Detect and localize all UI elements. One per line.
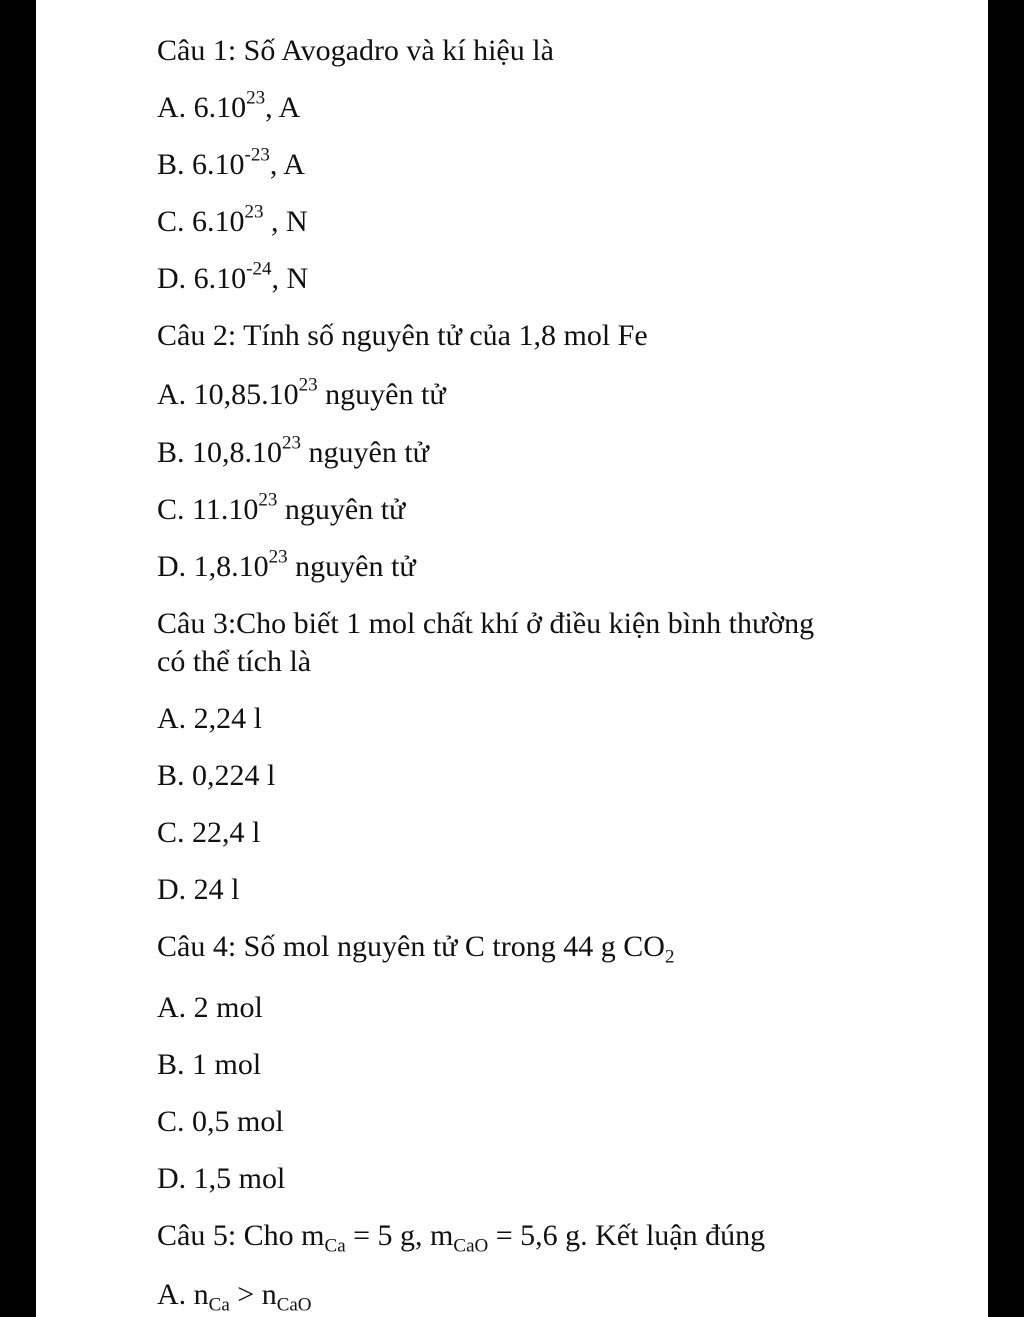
question-4-option-c: C. 0,5 mol: [157, 1105, 284, 1138]
question-3-title-line-2: có thể tích là: [157, 645, 312, 678]
question-5-option-a: A. $n_{Ca} > n_{CaO}$: [157, 1278, 312, 1316]
question-2-option-d: D. 1,8.10$^{23}$ nguyên tử: [157, 546, 416, 583]
question-3-option-a: A. 2,24 l: [157, 702, 262, 735]
question-1-title: Câu 1: Số Avogadro và kí hiệu là: [157, 34, 554, 67]
question-2-option-b: B. 10,8.10$^{23}$ nguyên tử: [157, 432, 429, 469]
question-2-option-c: C. 11.10$^{23}$ nguyên tử: [157, 489, 406, 526]
question-1-option-b: B. $6.10^{-23}$, A: [157, 144, 305, 181]
question-4-option-d: D. 1,5 mol: [157, 1162, 286, 1195]
question-1-option-a: A. 6.10$^{23}$, A: [157, 87, 301, 124]
question-2-option-a: A. 10,85.10$^{23}$ nguyên tử: [157, 374, 446, 411]
question-3-option-d: D. 24 l: [157, 873, 240, 906]
question-3-title-line-1: Câu 3:Cho biết 1 mol chất khí ở điều kiện bình thường: [157, 607, 815, 640]
question-2-title: Câu 2: Tính số nguyên tử của 1,8 mol Fe: [157, 319, 648, 352]
question-4-option-b: B. 1 mol: [157, 1048, 262, 1081]
question-4-title: Câu 4: Số mol nguyên tử C trong 44 g $CO_2$: [157, 930, 675, 968]
question-1-option-d: D. $6.10^{-24}$, N: [157, 258, 309, 295]
question-1-option-c: C. 6.10$^{23}$ , N: [157, 201, 308, 238]
question-4-option-a: A. 2 mol: [157, 991, 263, 1024]
question-5-title: Câu 5: Cho $m_{Ca} = 5$ g, $m_{CaO} = 5,6$ g. Kết luận đúng: [157, 1219, 766, 1257]
question-3-option-b: B. 0,224 l: [157, 759, 276, 792]
question-3-option-c: C. 22,4 l: [157, 816, 261, 849]
document-page: [36, 0, 988, 1317]
